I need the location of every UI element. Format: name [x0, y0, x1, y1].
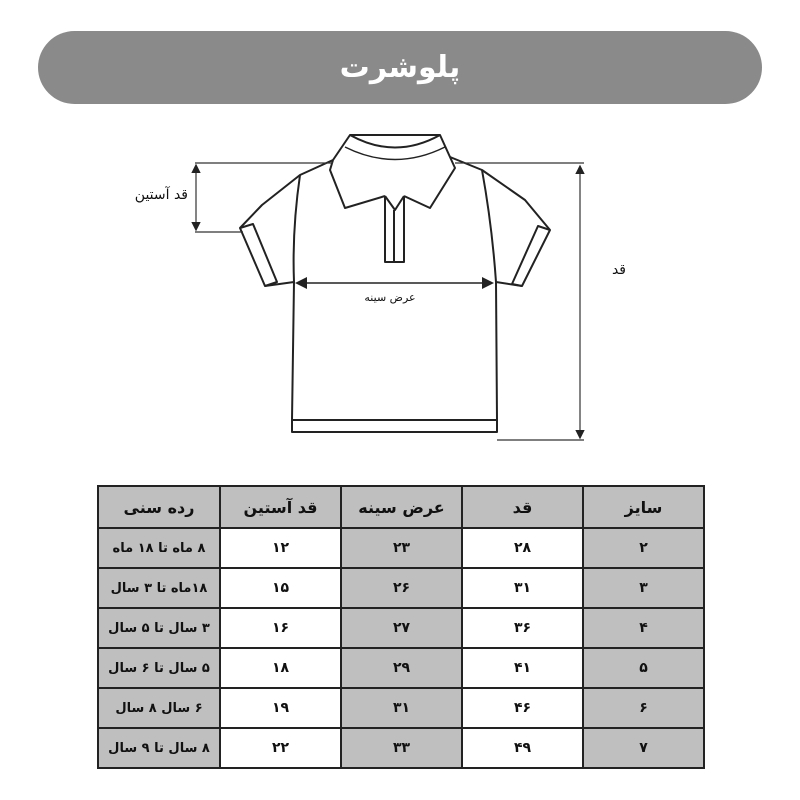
header-size: سایز	[583, 486, 704, 528]
cell-length: ۳۶	[462, 608, 583, 648]
header-chest-width: عرض سینه	[341, 486, 462, 528]
table-row	[98, 568, 704, 608]
length-guide	[455, 163, 584, 440]
page-title: پلوشرت	[339, 50, 461, 85]
cell-length: ۴۹	[462, 728, 583, 768]
cell-size: ۳	[583, 568, 704, 608]
header-length: قد	[462, 486, 583, 528]
cell-sleeve-length: ۱۵	[220, 568, 341, 608]
cell-size: ۴	[583, 608, 704, 648]
cell-sleeve-length: ۲۲	[220, 728, 341, 768]
cell-length: ۴۶	[462, 688, 583, 728]
cell-size: ۵	[583, 648, 704, 688]
table-row	[98, 728, 704, 768]
sleeve-length-guide	[195, 163, 333, 232]
cell-age-range: ۵ سال تا ۶ سال	[98, 648, 220, 688]
header-age-range: رده سنی	[98, 486, 220, 528]
cell-sleeve-length: ۱۹	[220, 688, 341, 728]
cell-length: ۲۸	[462, 528, 583, 568]
cell-size: ۶	[583, 688, 704, 728]
length-label: قد	[611, 262, 626, 278]
sleeve-length-label: قد آستین	[134, 187, 188, 203]
cell-chest-width: ۲۳	[341, 528, 462, 568]
cell-age-range: ۳ سال تا ۵ سال	[98, 608, 220, 648]
cell-chest-width: ۳۱	[341, 688, 462, 728]
table-row	[98, 688, 704, 728]
table-header-row	[98, 486, 704, 528]
table-row	[98, 648, 704, 688]
table-row	[98, 608, 704, 648]
cell-age-range: ۶ سال ۸ سال	[98, 688, 220, 728]
cell-chest-width: ۲۷	[341, 608, 462, 648]
cell-age-range: ۸ ماه تا ۱۸ ماه	[98, 528, 220, 568]
cell-sleeve-length: ۱۸	[220, 648, 341, 688]
header-sleeve-length: قد آستین	[220, 486, 341, 528]
chest-width-label: عرض سینه	[364, 291, 416, 304]
cell-age-range: ۸ سال تا ۹ سال	[98, 728, 220, 768]
cell-sleeve-length: ۱۲	[220, 528, 341, 568]
table-row	[98, 528, 704, 568]
cell-chest-width: ۲۹	[341, 648, 462, 688]
cell-size: ۲	[583, 528, 704, 568]
cell-sleeve-length: ۱۶	[220, 608, 341, 648]
cell-size: ۷	[583, 728, 704, 768]
cell-length: ۳۱	[462, 568, 583, 608]
cell-chest-width: ۲۶	[341, 568, 462, 608]
size-table	[97, 485, 705, 769]
cell-age-range: ۱۸ماه تا ۳ سال	[98, 568, 220, 608]
cell-length: ۴۱	[462, 648, 583, 688]
cell-chest-width: ۳۳	[341, 728, 462, 768]
